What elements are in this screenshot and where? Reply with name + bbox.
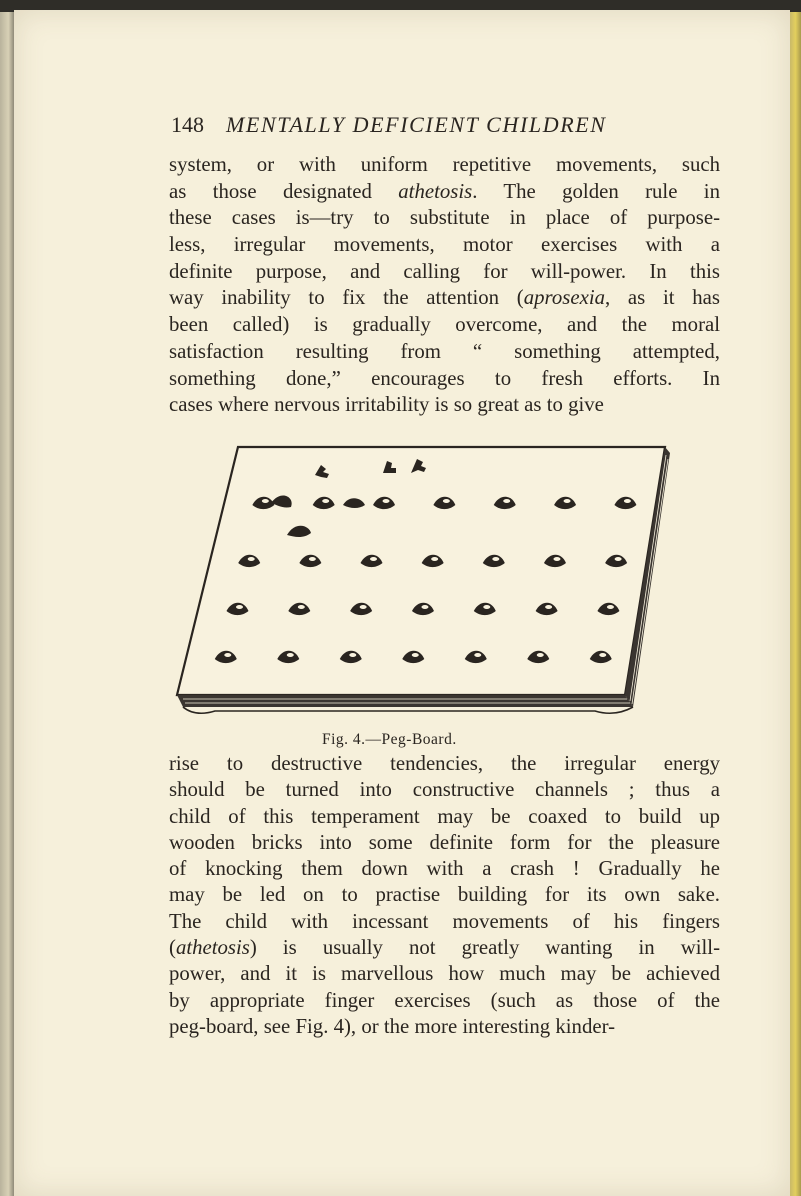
- text-line: child of this temperament may be coaxed to build up: [169, 804, 720, 828]
- peg-highlight: [236, 605, 243, 609]
- text-line: as those designated athetosis. The golden rule in: [169, 179, 720, 203]
- text-line: may be led on to practise building for its own sake.: [169, 883, 720, 907]
- peg-highlight: [599, 653, 606, 657]
- paragraph-2: [169, 751, 720, 1040]
- peg-highlight: [383, 499, 390, 503]
- paragraph-1: [169, 152, 720, 419]
- peg-highlight: [483, 605, 490, 609]
- peg-highlight: [309, 557, 316, 561]
- peg-highlight: [443, 499, 450, 503]
- peg-highlight: [474, 653, 481, 657]
- peg-highlight: [287, 653, 294, 657]
- peg-highlight: [564, 499, 571, 503]
- peg-highlight: [503, 499, 510, 503]
- text-line: power, and it is marvellous how much may be achieved: [169, 962, 720, 986]
- peg-highlight: [360, 605, 367, 609]
- page-header: [171, 112, 651, 138]
- text-line: system, or with uniform repetitive movements, such: [169, 153, 720, 176]
- right-book-edge: [790, 0, 801, 1196]
- peg-highlight: [298, 605, 305, 609]
- peg-highlight: [349, 653, 356, 657]
- peg-highlight: [322, 499, 329, 503]
- peg-board-illustration: [175, 445, 670, 725]
- text-line: way inability to fix the attention (aprosexia, as it has: [169, 286, 720, 310]
- peg-highlight: [615, 557, 622, 561]
- text-line: something done,” encourages to fresh efforts. In: [169, 366, 720, 390]
- peg-highlight: [545, 605, 552, 609]
- text-line: definite purpose, and calling for will-power. In this: [169, 259, 720, 283]
- peg-highlight: [624, 499, 631, 503]
- text-line: The child with incessant movements of his fingers: [169, 909, 720, 933]
- peg-highlight: [412, 653, 419, 657]
- figure-caption: Fig. 4.—Peg-Board.: [322, 731, 457, 748]
- running-head: MENTALLY DEFICIENT CHILDREN: [226, 112, 607, 137]
- peg-highlight: [553, 557, 560, 561]
- text-line: been called) is gradually overcome, and the moral: [169, 313, 720, 337]
- left-book-edge: [0, 0, 14, 1196]
- text-line: peg-board, see Fig. 4), or the more interesting kinder-: [169, 1014, 616, 1038]
- peg-highlight: [370, 557, 377, 561]
- text-line: wooden bricks into some definite form for the pleasure: [169, 830, 720, 854]
- board-front: [177, 695, 633, 707]
- peg-highlight: [248, 557, 255, 561]
- peg-highlight: [224, 653, 231, 657]
- text-line: rise to destructive tendencies, the irregular energy: [169, 752, 720, 775]
- page-number: 148: [171, 112, 204, 137]
- peg-highlight: [431, 557, 438, 561]
- text-line: cases where nervous irritability is so great as to give: [169, 393, 604, 417]
- text-line: (athetosis) is usually not greatly wanting in will-: [169, 936, 720, 960]
- text-line: less, irregular movements, motor exercises with a: [169, 233, 720, 257]
- text-line: should be turned into constructive channels ; thus a: [169, 778, 720, 802]
- text-line: by appropriate finger exercises (such as those of the: [169, 988, 720, 1012]
- text-line: satisfaction resulting from “ something attempted,: [169, 339, 720, 363]
- peg-highlight: [537, 653, 544, 657]
- peg-highlight: [262, 499, 269, 503]
- peg-highlight: [492, 557, 499, 561]
- text-line: these cases is—try to substitute in place of purpose-: [169, 206, 720, 230]
- peg-highlight: [421, 605, 428, 609]
- peg-highlight: [607, 605, 614, 609]
- text-line: of knocking them down with a crash ! Gradually he: [169, 857, 720, 881]
